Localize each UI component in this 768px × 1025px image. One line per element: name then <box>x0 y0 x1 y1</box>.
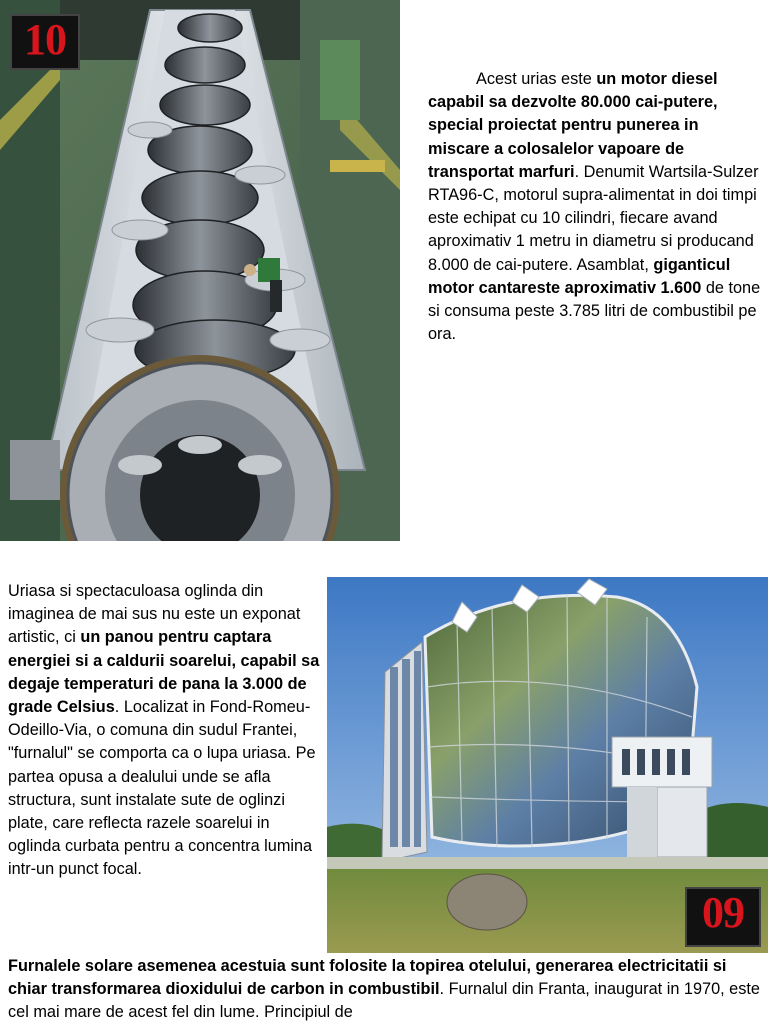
text-run: . Denumit Wartsila-Sulzer RTA96-C, motorul supra-alimentat in doi timpi este echipat cu 10 cilindri, fiecare avand aproximativ 1 metru in diametru si producand 8.000 de cai-putere. Asamblat, <box>428 162 759 274</box>
text-run: Uriasa si spectaculoasa oglinda din imaginea de mai sus nu este un exponat artistic, ci <box>8 582 301 647</box>
bold-text-run: un motor diesel capabil sa dezvolte 80.000 cai-putere, special proiectat pentru punerea in miscare a colosalelor vapoare de transportat marfuri <box>428 70 718 181</box>
number-badge-09: 09 <box>685 887 761 947</box>
bold-text-run: giganticul motor cantareste aproximativ 1.600 <box>428 255 731 297</box>
solar-furnace-description <box>8 580 326 882</box>
text-run: Acest urias este <box>476 70 597 88</box>
bold-text-run: Furnalele solare asemenea acestuia sunt folosite la topirea otelului, generarea electricitatii si chiar transformarea dioxidului de carbon in combustibil <box>8 957 727 999</box>
bold-text-run: un panou pentru captara energiei si a caldurii soarelui, capabil sa degaje temperaturi de pana la 3.000 de grade Celsius <box>8 628 320 717</box>
solar-furnace-footer-text <box>8 955 764 1025</box>
number-badge-10: 10 <box>10 14 80 70</box>
text-run: . Localizat in Fond-Romeu-Odeillo-Via, o comuna din sudul Frantei, "furnalul" se comporta ca o lupa uriasa. Pe partea opusa a dealului unde se afla structura, sunt instalate sute de oglinzi plate, care reflecta razele soarelui in oglinda curbata pentru a concentra lumina intr-un punct focal. <box>8 698 316 879</box>
engine-description <box>428 68 764 346</box>
text-run: . Furnalul din Franta, inaugurat in 1970, este cel mai mare de acest fel din lume. Principiul de <box>8 980 760 1022</box>
engine-photo <box>0 0 400 541</box>
text-run: de tone si consuma peste 3.785 litri de combustibil pe ora. <box>428 278 761 344</box>
